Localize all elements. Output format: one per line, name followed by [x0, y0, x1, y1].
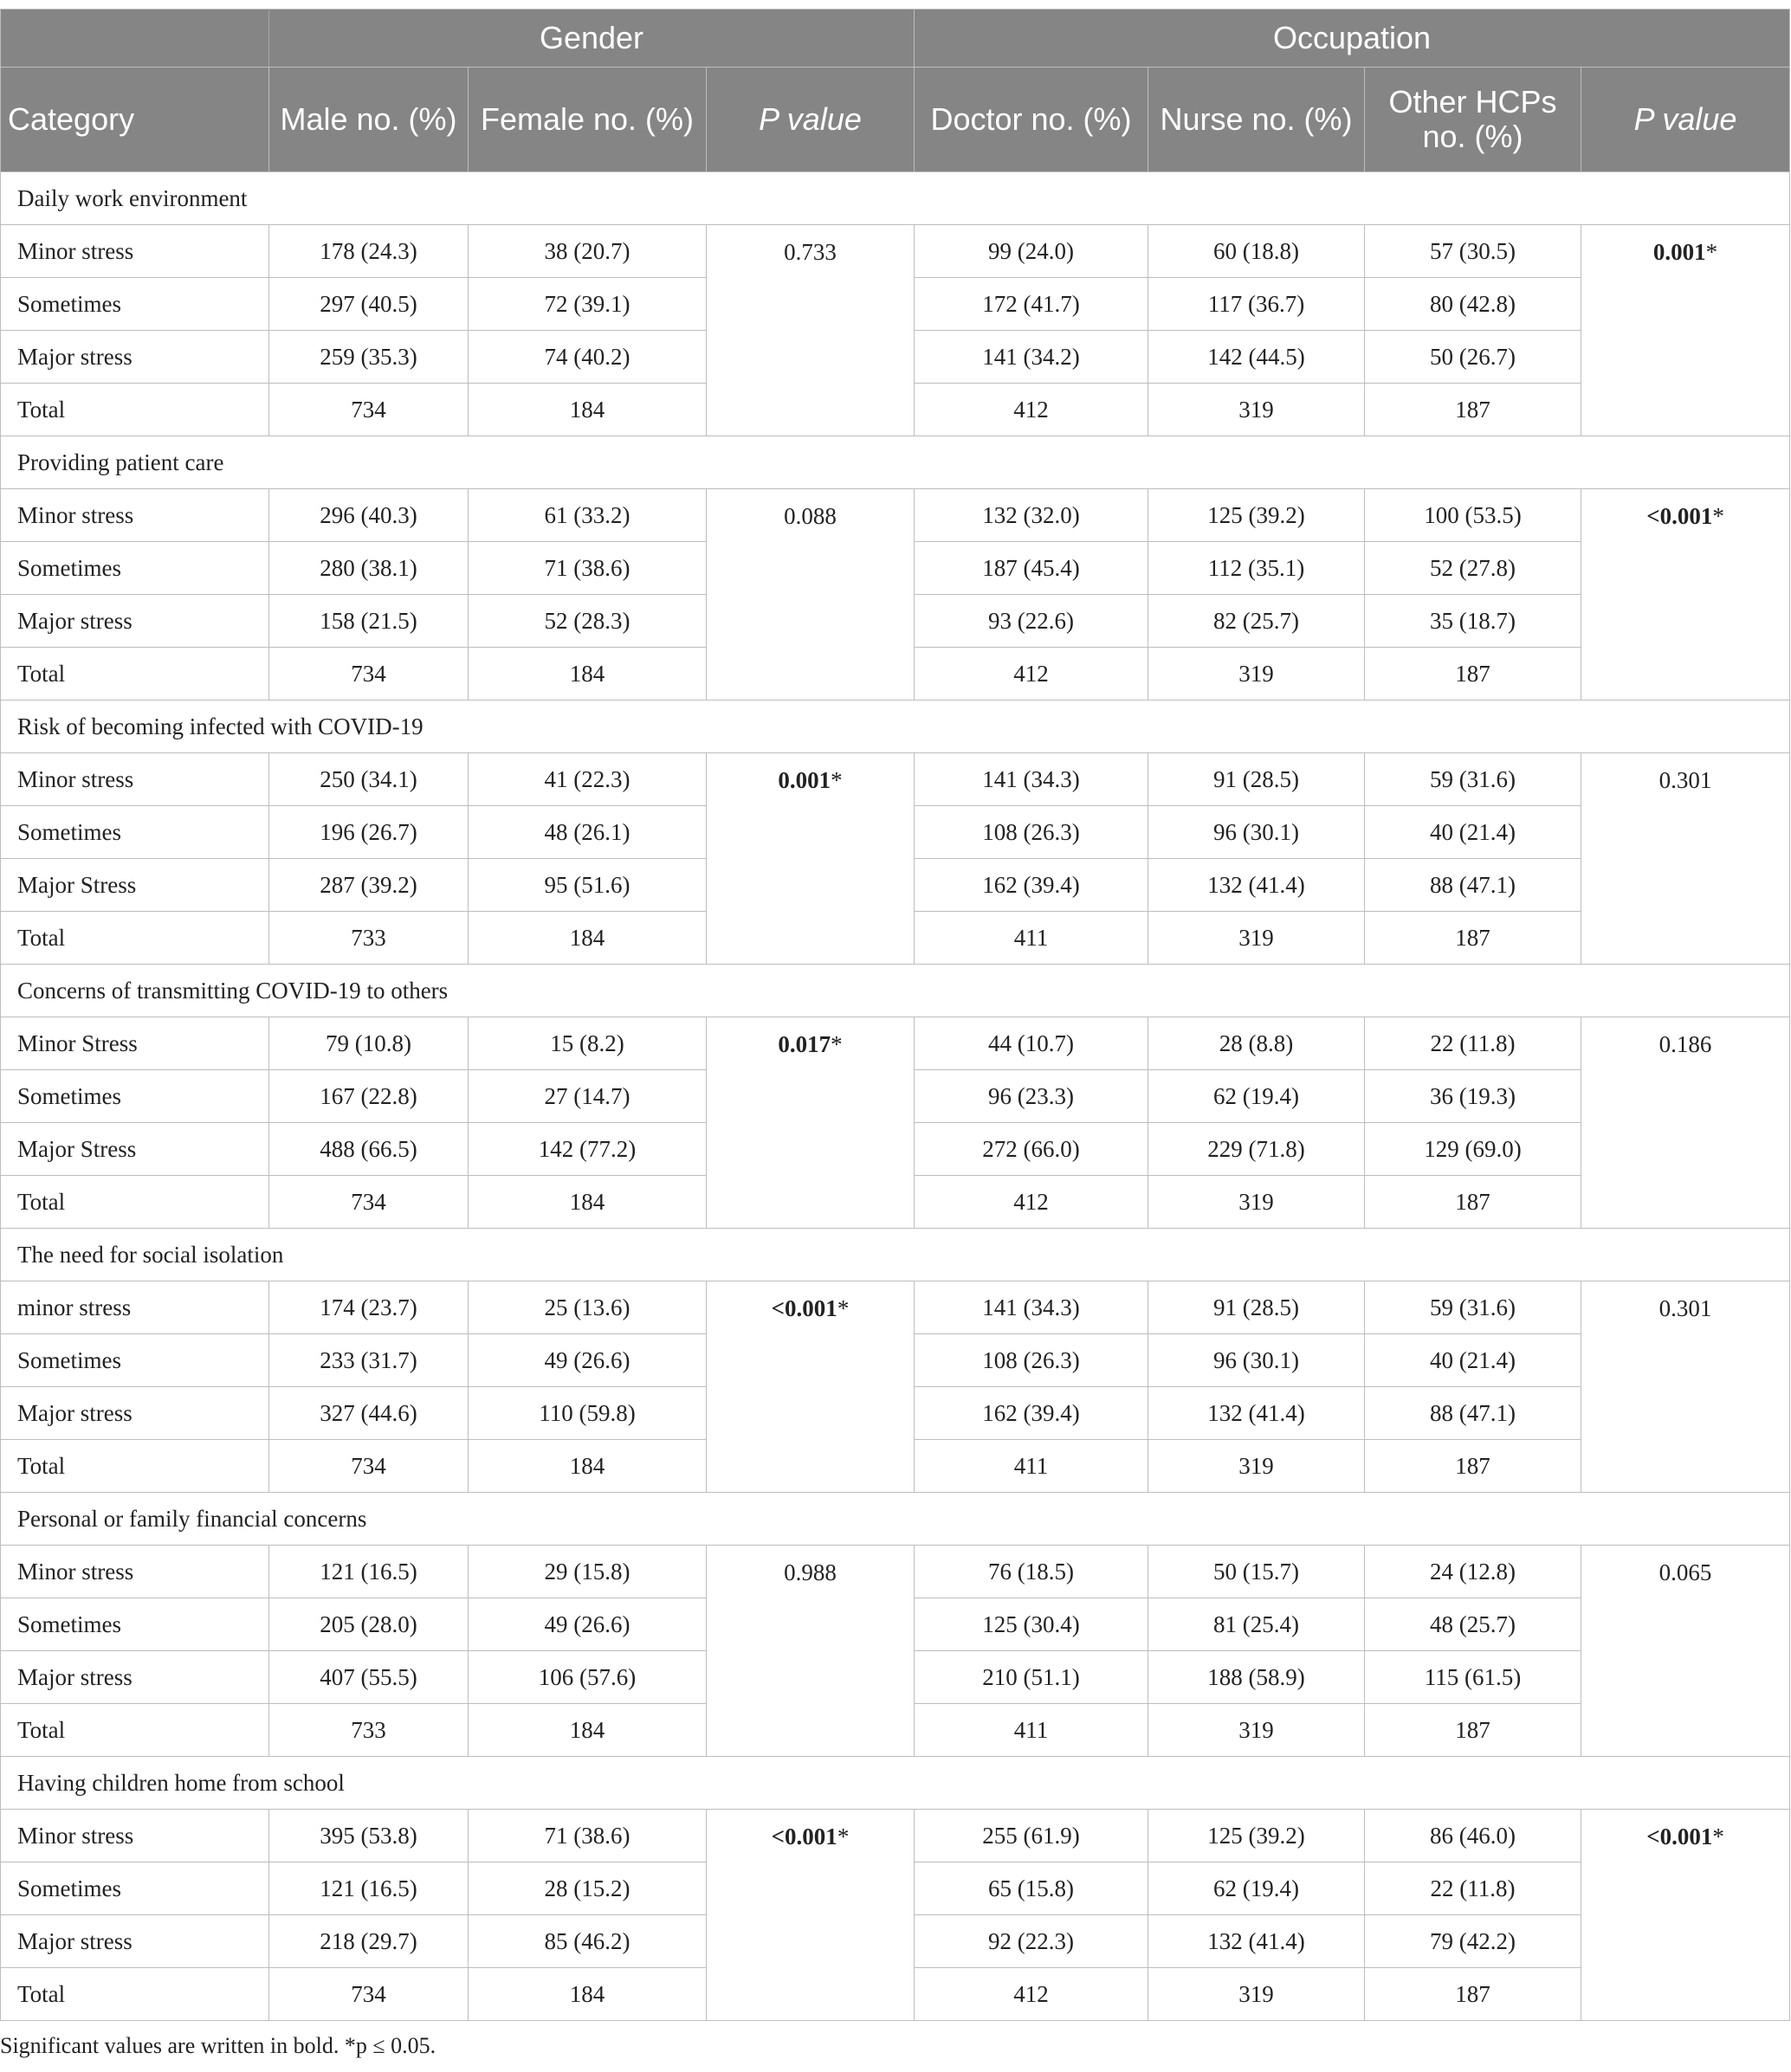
header-gender-p-value: P value: [707, 68, 915, 172]
gender-p-value-cell: [707, 1810, 915, 2021]
section-header-row: [1, 700, 1790, 753]
section-header-row: [1, 1229, 1790, 1281]
cell-other-hcps: 129 (69.0): [1365, 1123, 1581, 1176]
cell-female: 52 (28.3): [469, 595, 707, 648]
cell-nurse: 62 (19.4): [1148, 1862, 1365, 1915]
cell-nurse: 319: [1148, 1176, 1365, 1229]
row-label: Sometimes: [1, 278, 269, 331]
cell-male: 296 (40.3): [269, 489, 469, 542]
cell-female: 184: [469, 1704, 707, 1757]
cell-other-hcps: 115 (61.5): [1365, 1651, 1581, 1704]
table-row: [1, 1810, 1790, 1862]
cell-nurse: 62 (19.4): [1148, 1070, 1365, 1123]
cell-nurse: 112 (35.1): [1148, 542, 1365, 595]
occupation-p-value-cell: [1581, 1546, 1790, 1757]
cell-other-hcps: 187: [1365, 1704, 1581, 1757]
cell-female: 110 (59.8): [469, 1387, 707, 1440]
cell-nurse: 82 (25.7): [1148, 595, 1365, 648]
cell-nurse: 132 (41.4): [1148, 1915, 1365, 1968]
cell-doctor: 412: [915, 1968, 1148, 2021]
cell-doctor: 272 (66.0): [915, 1123, 1148, 1176]
section-title: Providing patient care: [1, 436, 1790, 489]
cell-female: 142 (77.2): [469, 1123, 707, 1176]
cell-female: 49 (26.6): [469, 1598, 707, 1651]
cell-male: 196 (26.7): [269, 806, 469, 859]
cell-female: 184: [469, 1440, 707, 1493]
row-label: Total: [1, 648, 269, 700]
cell-doctor: 187 (45.4): [915, 542, 1148, 595]
row-label: Total: [1, 912, 269, 965]
gender-p-value-cell: [707, 1546, 915, 1757]
row-label: Minor stress: [1, 1810, 269, 1862]
cell-male: 734: [269, 648, 469, 700]
cell-other-hcps: 187: [1365, 912, 1581, 965]
cell-male: 733: [269, 1704, 469, 1757]
cell-male: 297 (40.5): [269, 278, 469, 331]
section-header-row: [1, 436, 1790, 489]
cell-male: 327 (44.6): [269, 1387, 469, 1440]
occupation-p-value: <0.001: [1646, 1823, 1713, 1849]
cell-doctor: 44 (10.7): [915, 1017, 1148, 1070]
significance-marker: *: [1712, 503, 1724, 529]
cell-female: 38 (20.7): [469, 225, 707, 278]
cell-male: 395 (53.8): [269, 1810, 469, 1862]
cell-male: 174 (23.7): [269, 1281, 469, 1334]
cell-doctor: 92 (22.3): [915, 1915, 1148, 1968]
section-title: Personal or family financial concerns: [1, 1493, 1790, 1546]
cell-male: 733: [269, 912, 469, 965]
gender-p-value: 0.001: [778, 767, 831, 793]
cell-female: 28 (15.2): [469, 1862, 707, 1915]
cell-male: 233 (31.7): [269, 1334, 469, 1387]
cell-other-hcps: 22 (11.8): [1365, 1017, 1581, 1070]
occupation-p-value-cell: [1581, 1810, 1790, 2021]
row-label: Minor stress: [1, 1546, 269, 1598]
significance-marker: *: [1712, 1823, 1724, 1849]
gender-p-value-cell: [707, 225, 915, 436]
cell-female: 95 (51.6): [469, 859, 707, 912]
cell-other-hcps: 187: [1365, 1968, 1581, 2021]
significance-marker: *: [837, 1823, 850, 1849]
cell-doctor: 108 (26.3): [915, 806, 1148, 859]
gender-p-value-cell: [707, 753, 915, 965]
row-label: Sometimes: [1, 806, 269, 859]
cell-other-hcps: 86 (46.0): [1365, 1810, 1581, 1862]
cell-female: 71 (38.6): [469, 542, 707, 595]
cell-male: 259 (35.3): [269, 331, 469, 384]
row-label: Minor Stress: [1, 1017, 269, 1070]
cell-other-hcps: 52 (27.8): [1365, 542, 1581, 595]
cell-nurse: 142 (44.5): [1148, 331, 1365, 384]
cell-nurse: 319: [1148, 1440, 1365, 1493]
cell-other-hcps: 100 (53.5): [1365, 489, 1581, 542]
cell-male: 734: [269, 1440, 469, 1493]
cell-female: 184: [469, 648, 707, 700]
cell-male: 158 (21.5): [269, 595, 469, 648]
cell-male: 734: [269, 1176, 469, 1229]
row-label: Sometimes: [1, 1334, 269, 1387]
cell-male: 287 (39.2): [269, 859, 469, 912]
cell-doctor: 125 (30.4): [915, 1598, 1148, 1651]
cell-other-hcps: 79 (42.2): [1365, 1915, 1581, 1968]
cell-doctor: 99 (24.0): [915, 225, 1148, 278]
section-title: Having children home from school: [1, 1757, 1790, 1810]
cell-male: 79 (10.8): [269, 1017, 469, 1070]
cell-other-hcps: 40 (21.4): [1365, 1334, 1581, 1387]
cell-female: 25 (13.6): [469, 1281, 707, 1334]
cell-nurse: 96 (30.1): [1148, 806, 1365, 859]
occupation-p-value-cell: [1581, 225, 1790, 436]
cell-nurse: 28 (8.8): [1148, 1017, 1365, 1070]
gender-p-value: <0.001: [771, 1823, 837, 1849]
cell-female: 48 (26.1): [469, 806, 707, 859]
cell-doctor: 412: [915, 648, 1148, 700]
cell-doctor: 76 (18.5): [915, 1546, 1148, 1598]
section-title: Risk of becoming infected with COVID-19: [1, 700, 1790, 753]
significance-marker: *: [837, 1295, 850, 1321]
cell-female: 74 (40.2): [469, 331, 707, 384]
cell-doctor: 141 (34.3): [915, 753, 1148, 806]
gender-p-value-cell: [707, 489, 915, 700]
row-label: Total: [1, 1176, 269, 1229]
cell-nurse: 60 (18.8): [1148, 225, 1365, 278]
occupation-p-value-cell: [1581, 753, 1790, 965]
cell-nurse: 96 (30.1): [1148, 1334, 1365, 1387]
gender-p-value-cell: [707, 1281, 915, 1493]
table-row: [1, 753, 1790, 806]
cell-doctor: 162 (39.4): [915, 859, 1148, 912]
cell-female: 29 (15.8): [469, 1546, 707, 1598]
cell-nurse: 319: [1148, 648, 1365, 700]
section-title: Concerns of transmitting COVID-19 to others: [1, 965, 1790, 1017]
row-label: Major Stress: [1, 859, 269, 912]
header-category: Category: [1, 68, 269, 172]
cell-nurse: 125 (39.2): [1148, 1810, 1365, 1862]
cell-other-hcps: 187: [1365, 648, 1581, 700]
header-other-hcps: Other HCPs no. (%): [1365, 68, 1581, 172]
occupation-p-value: 0.186: [1658, 1031, 1712, 1057]
cell-other-hcps: 88 (47.1): [1365, 1387, 1581, 1440]
cell-female: 71 (38.6): [469, 1810, 707, 1862]
cell-nurse: 319: [1148, 1704, 1365, 1757]
cell-female: 27 (14.7): [469, 1070, 707, 1123]
header-group-gender: Gender: [269, 10, 915, 68]
cell-doctor: 141 (34.2): [915, 331, 1148, 384]
cell-male: 218 (29.7): [269, 1915, 469, 1968]
cell-nurse: 319: [1148, 1968, 1365, 2021]
cell-male: 488 (66.5): [269, 1123, 469, 1176]
cell-doctor: 65 (15.8): [915, 1862, 1148, 1915]
cell-other-hcps: 24 (12.8): [1365, 1546, 1581, 1598]
cell-nurse: 117 (36.7): [1148, 278, 1365, 331]
cell-doctor: 411: [915, 912, 1148, 965]
cell-female: 184: [469, 1176, 707, 1229]
gender-p-value: 0.733: [784, 239, 837, 265]
cell-female: 184: [469, 1968, 707, 2021]
row-label: Sometimes: [1, 1598, 269, 1651]
cell-doctor: 412: [915, 1176, 1148, 1229]
header-occupation-p-value: P value: [1581, 68, 1790, 172]
row-label: Total: [1, 1440, 269, 1493]
table-row: [1, 1546, 1790, 1598]
row-label: Major stress: [1, 1387, 269, 1440]
cell-female: 184: [469, 384, 707, 436]
cell-male: 734: [269, 1968, 469, 2021]
gender-p-value: <0.001: [771, 1295, 837, 1321]
header-doctor: Doctor no. (%): [915, 68, 1148, 172]
cell-doctor: 96 (23.3): [915, 1070, 1148, 1123]
stress-by-gender-occupation-table: [0, 9, 1790, 2021]
header-group-occupation: Occupation: [915, 10, 1790, 68]
cell-other-hcps: 80 (42.8): [1365, 278, 1581, 331]
cell-doctor: 93 (22.6): [915, 595, 1148, 648]
cell-male: 121 (16.5): [269, 1546, 469, 1598]
occupation-p-value: <0.001: [1646, 503, 1713, 529]
cell-doctor: 108 (26.3): [915, 1334, 1148, 1387]
section-header-row: [1, 965, 1790, 1017]
row-label: Sometimes: [1, 1862, 269, 1915]
cell-female: 61 (33.2): [469, 489, 707, 542]
row-label: Minor stress: [1, 225, 269, 278]
section-title: The need for social isolation: [1, 1229, 1790, 1281]
section-header-row: [1, 1493, 1790, 1546]
cell-female: 184: [469, 912, 707, 965]
significance-marker: *: [831, 1031, 843, 1057]
row-label: Total: [1, 1968, 269, 2021]
cell-nurse: 125 (39.2): [1148, 489, 1365, 542]
table-row: [1, 1017, 1790, 1070]
cell-doctor: 255 (61.9): [915, 1810, 1148, 1862]
cell-other-hcps: 50 (26.7): [1365, 331, 1581, 384]
cell-other-hcps: 88 (47.1): [1365, 859, 1581, 912]
header-nurse: Nurse no. (%): [1148, 68, 1365, 172]
cell-nurse: 188 (58.9): [1148, 1651, 1365, 1704]
cell-female: 72 (39.1): [469, 278, 707, 331]
results-table-container: [0, 9, 1789, 2021]
cell-female: 15 (8.2): [469, 1017, 707, 1070]
row-label: Major stress: [1, 1651, 269, 1704]
cell-doctor: 210 (51.1): [915, 1651, 1148, 1704]
occupation-p-value-cell: [1581, 1281, 1790, 1493]
cell-other-hcps: 35 (18.7): [1365, 595, 1581, 648]
header-female: Female no. (%): [469, 68, 707, 172]
gender-p-value: 0.088: [784, 503, 837, 529]
header-group-blank: [1, 10, 269, 68]
section-header-row: [1, 1757, 1790, 1810]
table-row: [1, 489, 1790, 542]
cell-other-hcps: 57 (30.5): [1365, 225, 1581, 278]
gender-p-value-cell: [707, 1017, 915, 1229]
table-header: [1, 10, 1790, 172]
row-label: Major stress: [1, 595, 269, 648]
cell-female: 49 (26.6): [469, 1334, 707, 1387]
cell-other-hcps: 48 (25.7): [1365, 1598, 1581, 1651]
cell-male: 407 (55.5): [269, 1651, 469, 1704]
cell-other-hcps: 187: [1365, 1440, 1581, 1493]
row-label: Sometimes: [1, 1070, 269, 1123]
cell-nurse: 81 (25.4): [1148, 1598, 1365, 1651]
occupation-p-value-cell: [1581, 489, 1790, 700]
cell-doctor: 162 (39.4): [915, 1387, 1148, 1440]
row-label: Minor stress: [1, 489, 269, 542]
cell-nurse: 229 (71.8): [1148, 1123, 1365, 1176]
occupation-p-value: 0.301: [1658, 1295, 1712, 1321]
occupation-p-value: 0.301: [1658, 767, 1712, 793]
cell-nurse: 91 (28.5): [1148, 1281, 1365, 1334]
cell-male: 205 (28.0): [269, 1598, 469, 1651]
cell-nurse: 91 (28.5): [1148, 753, 1365, 806]
cell-other-hcps: 22 (11.8): [1365, 1862, 1581, 1915]
cell-male: 250 (34.1): [269, 753, 469, 806]
cell-doctor: 411: [915, 1440, 1148, 1493]
row-label: Major stress: [1, 331, 269, 384]
cell-male: 280 (38.1): [269, 542, 469, 595]
cell-doctor: 412: [915, 384, 1148, 436]
cell-other-hcps: 59 (31.6): [1365, 1281, 1581, 1334]
cell-male: 734: [269, 384, 469, 436]
significance-marker: *: [1705, 239, 1718, 265]
row-label: Total: [1, 1704, 269, 1757]
cell-doctor: 411: [915, 1704, 1148, 1757]
cell-other-hcps: 187: [1365, 1176, 1581, 1229]
row-label: Minor stress: [1, 753, 269, 806]
table-row: [1, 1281, 1790, 1334]
occupation-p-value: 0.001: [1652, 239, 1706, 265]
cell-nurse: 319: [1148, 912, 1365, 965]
cell-other-hcps: 59 (31.6): [1365, 753, 1581, 806]
cell-male: 121 (16.5): [269, 1862, 469, 1915]
cell-other-hcps: 187: [1365, 384, 1581, 436]
occupation-p-value-cell: [1581, 1017, 1790, 1229]
cell-nurse: 132 (41.4): [1148, 859, 1365, 912]
cell-nurse: 50 (15.7): [1148, 1546, 1365, 1598]
cell-doctor: 172 (41.7): [915, 278, 1148, 331]
cell-female: 85 (46.2): [469, 1915, 707, 1968]
cell-doctor: 141 (34.3): [915, 1281, 1148, 1334]
occupation-p-value: 0.065: [1658, 1559, 1712, 1585]
cell-other-hcps: 36 (19.3): [1365, 1070, 1581, 1123]
row-label: Sometimes: [1, 542, 269, 595]
significance-marker: *: [831, 767, 843, 793]
table-body: [1, 172, 1790, 2021]
row-label: Major stress: [1, 1915, 269, 1968]
header-male: Male no. (%): [269, 68, 469, 172]
row-label: Total: [1, 384, 269, 436]
cell-other-hcps: 40 (21.4): [1365, 806, 1581, 859]
gender-p-value: 0.988: [784, 1559, 837, 1585]
row-label: minor stress: [1, 1281, 269, 1334]
gender-p-value: 0.017: [778, 1031, 831, 1057]
table-footnote: Significant values are written in bold. *p ≤ 0.05.: [0, 2033, 436, 2058]
section-header-row: [1, 172, 1790, 225]
cell-nurse: 132 (41.4): [1148, 1387, 1365, 1440]
cell-nurse: 319: [1148, 384, 1365, 436]
cell-male: 178 (24.3): [269, 225, 469, 278]
table-row: [1, 225, 1790, 278]
cell-doctor: 132 (32.0): [915, 489, 1148, 542]
section-title: Daily work environment: [1, 172, 1790, 225]
row-label: Major Stress: [1, 1123, 269, 1176]
cell-female: 106 (57.6): [469, 1651, 707, 1704]
cell-female: 41 (22.3): [469, 753, 707, 806]
cell-male: 167 (22.8): [269, 1070, 469, 1123]
